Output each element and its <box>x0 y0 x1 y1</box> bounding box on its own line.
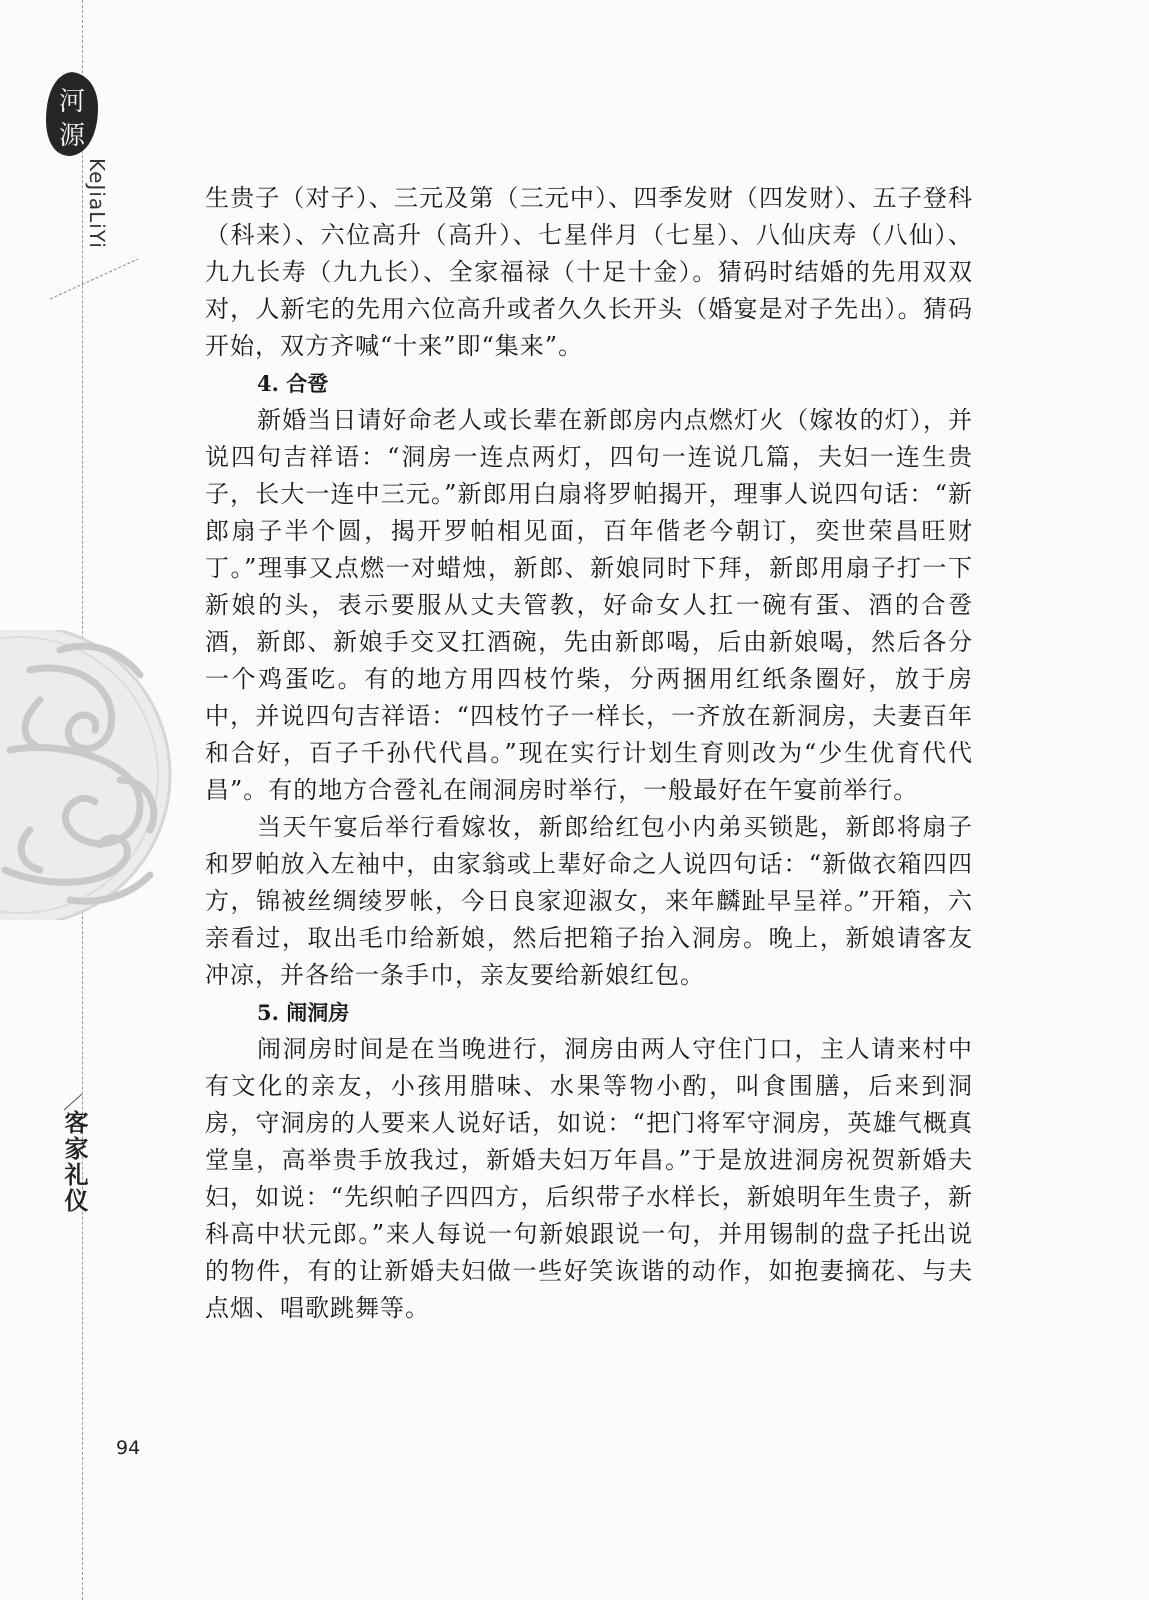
page-body <box>205 180 973 1327</box>
paragraph-1: 生贵子（对子）、三元及第（三元中）、四季发财（四发财）、五子登科（科来）、六位高升（高升）、七星伴月（七星）、八仙庆寿（八仙）、九九长寿（九九长）、全家福禄（十足十金）。猜码时结婚的先用双双对，人新宅的先用六位高升或者久久长开头（婚宴是对子先出）。猜码开始，双方齐喊“十来”即“集来”。 <box>205 184 973 360</box>
page-number: 94 <box>116 1437 141 1459</box>
logo-char-1: 河 <box>58 87 86 117</box>
seal-logo <box>44 70 100 158</box>
side-book-title: 客家礼仪 <box>60 1110 88 1214</box>
paragraph-3: 当天午宴后举行看嫁妆，新郎给红包小内弟买锁匙，新郎将扇子和罗帕放入左袖中，由家翁或上辈好命之人说四句话：“新做衣箱四四方，锦被丝绸绫罗帐，今日良家迎淑女，来年麟趾早呈祥。”开箱，六亲看过，取出毛巾给新娘，然后把箱子抬入洞房。晚上，新娘请客友冲凉，并各给一条手巾，亲友要给新娘红包。 <box>205 813 973 989</box>
section-heading-4: 4. 合卺 <box>257 371 329 396</box>
paragraph-2: 新婚当日请好命老人或长辈在新郎房内点燃灯火（嫁妆的灯），并说四句吉祥语：“洞房一连点两灯，四句一连说几篇，夫妇一连生贵子，长大一连中三元。”新郎用白扇将罗帕揭开，理事人说四句话：“新郎扇子半个圆，揭开罗帕相见面，百年偕老今朝订，奕世荣昌旺财丁。”理事又点燃一对蜡烛，新郎、新娘同时下拜，新郎用扇子打一下新娘的头，表示要服从丈夫管教，好命女人扛一碗有蛋、酒的合卺酒，新郎、新娘手交叉扛酒碗，先由新郎喝，后由新娘喝，然后各分一个鸡蛋吃。有的地方用四枝竹柴，分两捆用红纸条圈好，放于房中，并说四句吉祥语：“四枝竹子一样长，一齐放在新洞房，夫妻百年和合好，百子千孙代代昌。”现在实行计划生育则改为“少生优育代代昌”。有的地方合卺礼在闹洞房时举行，一般最好在午宴前举行。 <box>205 406 973 804</box>
logo-char-2: 源 <box>58 121 86 151</box>
side-title-rule <box>62 1092 84 1112</box>
paragraph-4: 闹洞房时间是在当晚进行，洞房由两人守住门口，主人请来村中有文化的亲友，小孩用腊味、水果等物小酌，叫食围膳，后来到洞房，守洞房的人要来人说好话，如说：“把门将军守洞房，英雄气概真堂皇，高举贵手放我过，新婚夫妇万年昌。”于是放进洞房祝贺新婚夫妇，如说：“先织帕子四四方，后织带子水样长，新娘明年生贵子，新科高中状元郎。”来人每说一句新娘跟说一句，并用锡制的盘子托出说的物件，有的让新婚夫妇做一些好笑诙谐的动作，如抱妻摘花、与夫点烟、唱歌跳舞等。 <box>205 1035 973 1322</box>
cloud-scroll-emblem <box>0 630 175 920</box>
decorative-diagonal-line <box>50 255 140 305</box>
section-heading-5: 5. 闹洞房 <box>257 1000 350 1025</box>
side-latin-title: KeJiaLiYi <box>85 158 109 249</box>
